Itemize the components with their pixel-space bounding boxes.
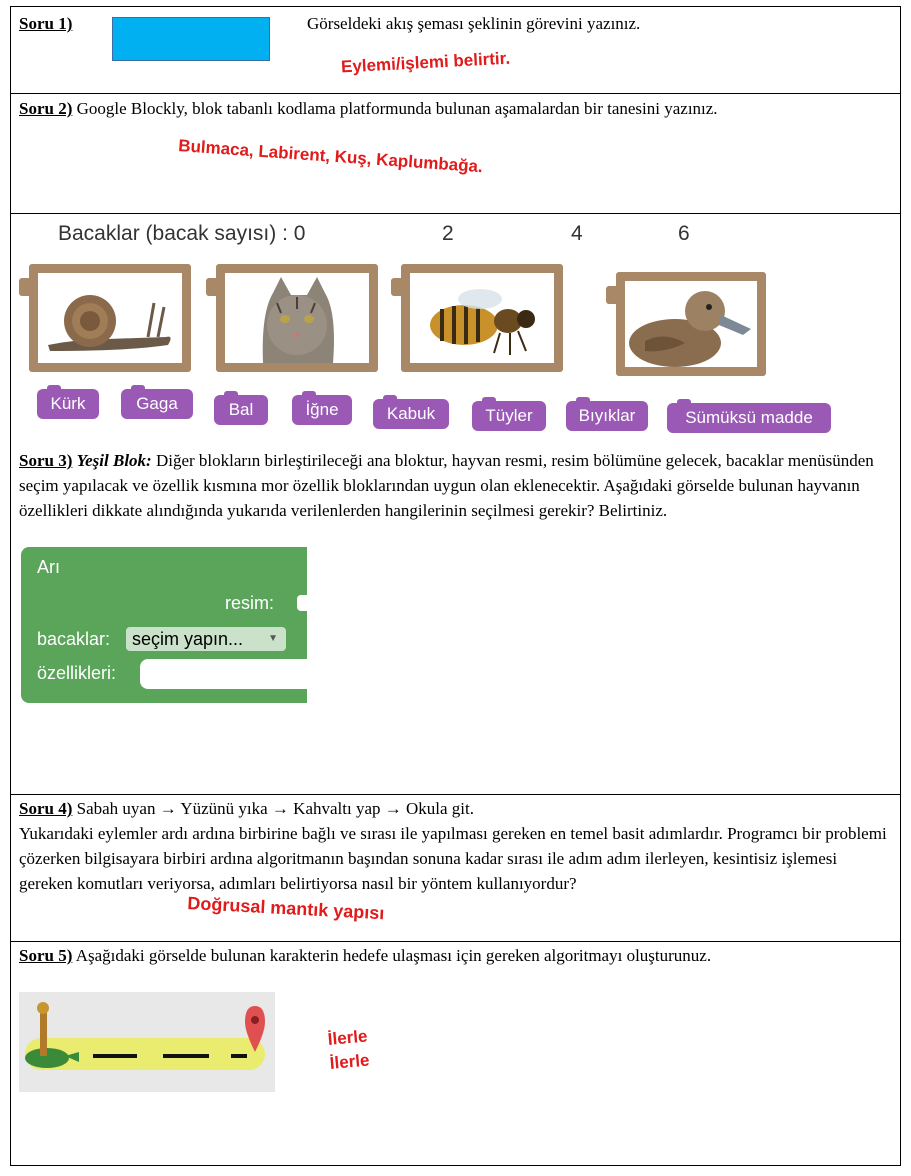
animal-block-duck[interactable]: [616, 272, 766, 376]
bee-image: [410, 273, 554, 363]
block-title: Arı: [37, 557, 61, 577]
legs-value-6: 6: [678, 222, 690, 245]
snail-image: [38, 273, 182, 363]
q4-steps: Sabah uyan → Yüzünü yıka → Kahvaltı yap → Okula git.: [76, 799, 474, 818]
q3-block-name: Yeşil Blok:: [76, 451, 152, 470]
feature-pill-gaga[interactable]: Gaga: [121, 389, 193, 419]
legs-value-2: 2: [442, 222, 454, 245]
q4-number: Soru 4): [19, 799, 73, 818]
legs-dropdown[interactable]: [126, 627, 286, 651]
q5-answer-line-1: İlerle: [327, 1026, 369, 1049]
worksheet: [10, 6, 901, 1166]
animal-block-bee[interactable]: [401, 264, 563, 372]
feature-pill-bal[interactable]: Bal: [214, 395, 268, 425]
legs-dropdown-label: bacaklar:: [37, 629, 111, 649]
legs-label: Bacaklar (bacak sayısı) : 0: [58, 222, 306, 245]
q4-answer: Doğrusal mantık yapısı: [186, 893, 385, 924]
legs-value-4: 4: [571, 222, 583, 245]
feature-pill-kurk[interactable]: Kürk: [37, 389, 99, 419]
question-4: [11, 795, 900, 942]
q5-answer-line-2: İlerle: [329, 1050, 371, 1073]
q1-text: Görseldeki akış şeması şeklinin görevini yazınız.: [307, 14, 641, 33]
image-slot[interactable]: [297, 595, 307, 611]
animal-block-snail[interactable]: [29, 264, 191, 372]
features-label: özellikleri:: [37, 663, 117, 683]
q5-number: Soru 5): [19, 946, 73, 965]
process-box-shape: [112, 17, 270, 61]
q5-text: [19, 943, 891, 968]
animal-block-cat[interactable]: [216, 264, 378, 372]
feature-pill-tuyler[interactable]: Tüyler: [472, 401, 546, 431]
q4-line1: [19, 796, 891, 821]
question-2: [11, 94, 900, 214]
q2-number: Soru 2): [19, 99, 73, 118]
q4-text: Yukarıdaki eylemler ardı ardına birbirine bağlı ve sırası ile yapılması gereken en temel basit adımlardır. Programcı bir problemi çözerken bilgisayara birbiri ardına algoritmanın başından sonuna kadar sırası ile adım adım ilerleyen, kesintisiz işlemesi gereken komutları veriyorsa, adımları belirtiyorsa nasıl bir yöntem kullanıyordur?: [19, 824, 887, 893]
q2-body: Google Blockly, blok tabanlı kodlama platformunda bulunan aşamalardan bir tanesini yazınız.: [76, 99, 718, 118]
duck-image: [625, 281, 757, 367]
q1-answer: Eylemi/işlemi belirtir.: [340, 48, 511, 77]
question-5: [11, 942, 900, 1167]
feature-pill-biyiklar[interactable]: Bıyıklar: [566, 401, 648, 431]
question-3: [11, 214, 900, 795]
image-label: resim:: [225, 593, 274, 613]
maze-image: [19, 992, 275, 1092]
cat-image: [225, 273, 369, 363]
question-1: [11, 7, 900, 94]
feature-pill-kabuk[interactable]: Kabuk: [373, 399, 449, 429]
green-main-block[interactable]: [21, 547, 307, 703]
q5-body: Aşağıdaki görselde bulunan karakterin hedefe ulaşması için gereken algoritmayı oluşturunuz.: [75, 946, 712, 965]
q2-answer: Bulmaca, Labirent, Kuş, Kaplumbağa.: [177, 136, 484, 177]
maze-path-graphic: [19, 992, 275, 1092]
q1-number: Soru 1): [19, 14, 73, 33]
chevron-down-icon: ▼: [268, 633, 278, 644]
feature-pill-igne[interactable]: İğne: [292, 395, 352, 425]
q3-body: Diğer blokların birleştirileceği ana bloktur, hayvan resmi, resim bölümüne gelecek, bacaklar menüsünden seçim yapılacak ve özellik kısmına mor özellik bloklarından uygun olan eklenecektir. Aşağıdaki görselde bulunan hayvanın özellikleri dikkate alındığında yukarıda verilenlerden hangilerinin seçilmesi gerekir? Belirtiniz.: [19, 451, 874, 520]
legs-dropdown-value: seçim yapın...: [132, 629, 244, 649]
q3-text: [19, 448, 891, 523]
q2-text: [19, 96, 889, 121]
q3-number: Soru 3): [19, 451, 73, 470]
features-slot[interactable]: [140, 659, 307, 689]
feature-pill-sumuksu-madde[interactable]: Sümüksü madde: [667, 403, 831, 433]
